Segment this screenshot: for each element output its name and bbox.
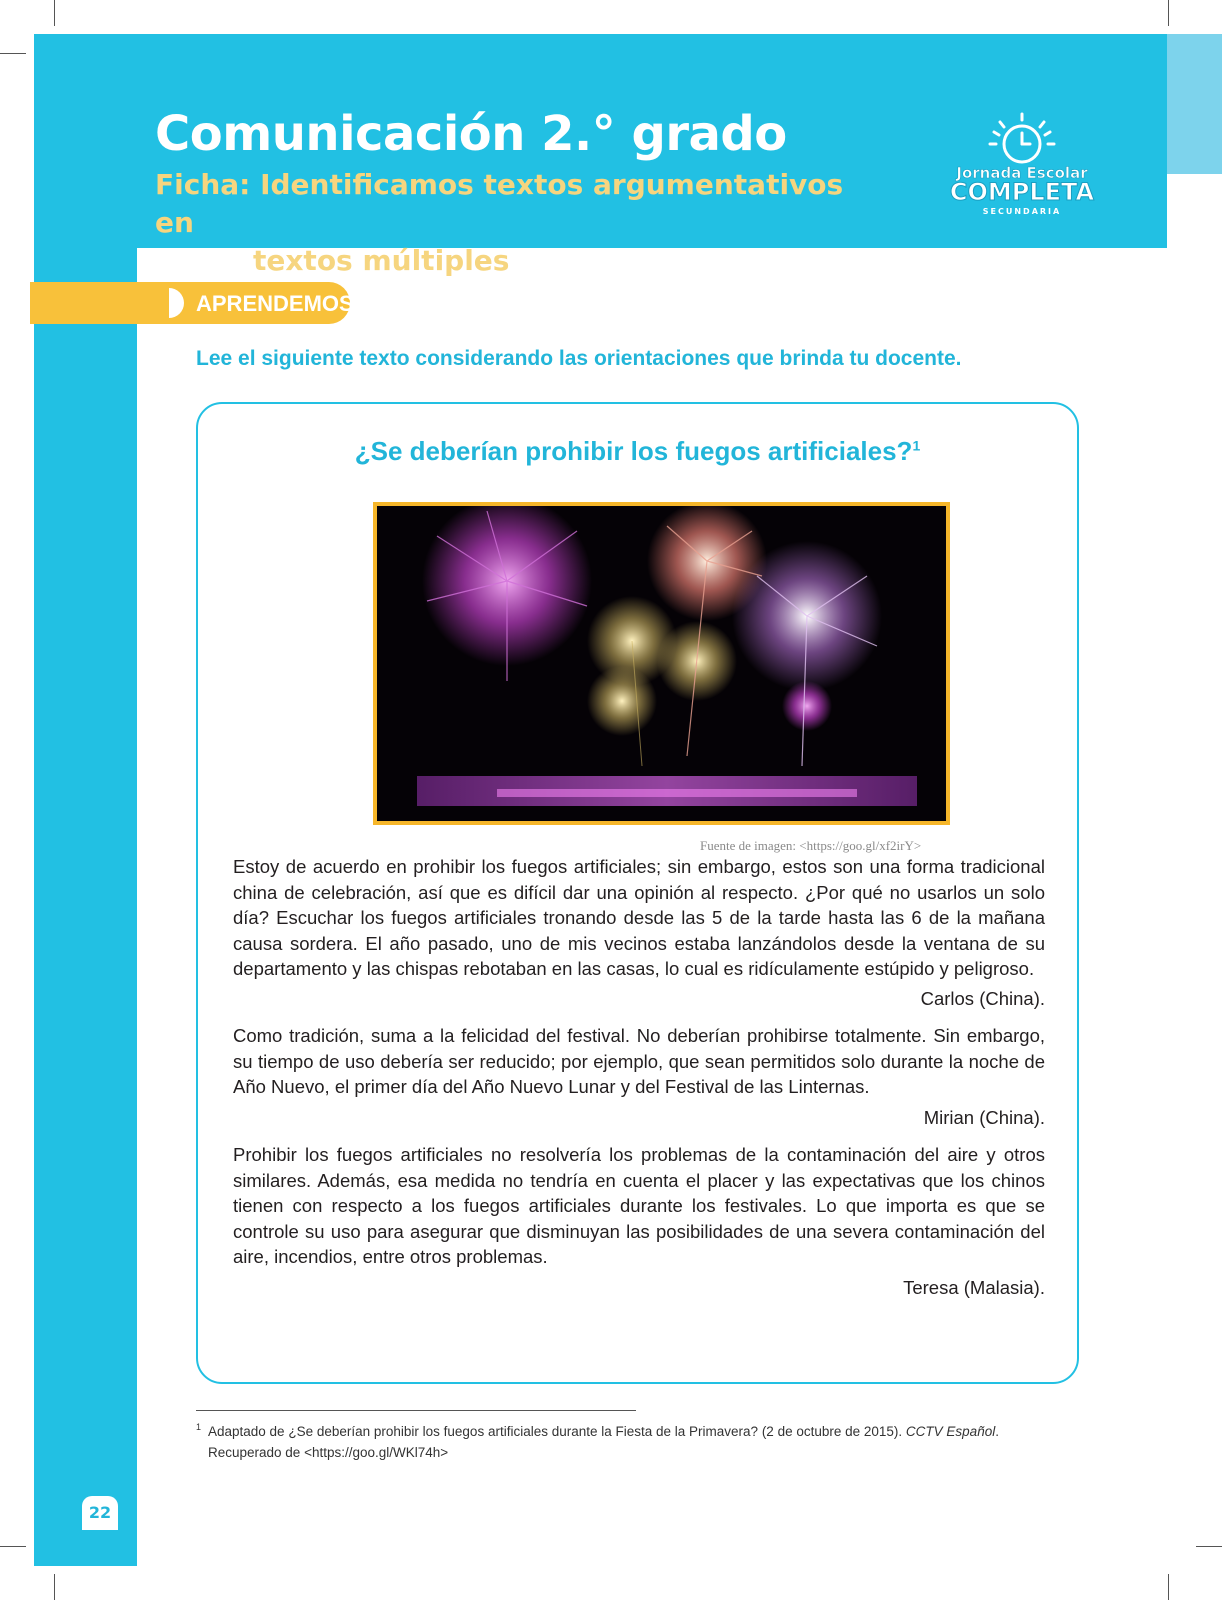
crop-mark bbox=[1168, 1574, 1169, 1600]
crop-mark bbox=[1196, 1546, 1222, 1547]
logo-line-3: SECUNDARIA bbox=[982, 207, 1062, 216]
crop-mark bbox=[1168, 0, 1169, 26]
article-title bbox=[196, 436, 1079, 467]
page-number: 22 bbox=[82, 1496, 118, 1530]
jornada-escolar-logo bbox=[942, 104, 1102, 222]
opinion-author-3: Teresa (Malasia). bbox=[903, 1277, 1045, 1298]
ficha-subtitle bbox=[155, 166, 875, 280]
footnote-number: 1 bbox=[196, 1422, 202, 1432]
instruction-text: Lee el siguiente texto considerando las orientaciones que brinda tu docente. bbox=[196, 347, 962, 370]
footnote-source: CCTV Español bbox=[905, 1424, 996, 1439]
side-tab bbox=[1167, 34, 1222, 174]
left-color-bar bbox=[34, 34, 137, 1566]
footnote-marker: 1 bbox=[912, 437, 921, 454]
footnote bbox=[196, 1421, 1066, 1463]
logo-line-2: COMPLETA bbox=[949, 178, 1095, 206]
clock-sun-icon bbox=[990, 114, 1054, 162]
footnote-text-after: . Recuperado de <https://goo.gl/WKl74h> bbox=[208, 1424, 999, 1460]
footnote-text-before: Adaptado de ¿Se deberían prohibir los fuegos artificiales durante la Fiesta de la Primavera? (2 de octubre de 2015). bbox=[208, 1424, 906, 1439]
ficha-line-1: Ficha: Identificamos textos argumentativos en bbox=[155, 168, 844, 239]
opinion-author-1: Carlos (China). bbox=[920, 988, 1045, 1009]
footnote-divider bbox=[196, 1410, 636, 1411]
opinion-text-1: Estoy de acuerdo en prohibir los fuegos artificiales; sin embargo, estos son una forma tradicional china de celebración, así que es difícil dar una opinión al respecto. ¿Por qué no usarlos un solo día? Escuchar los fuegos artificiales tronando desde las 5 de la tarde hasta las 6 de la mañana causa sordera. El año pasado, uno de mis vecinos estaba lanzándolos desde la ventana de su departamento y las chispas rebotaban en las casas, lo cual es ridículamente estúpido y peligroso. bbox=[233, 856, 1045, 979]
fireworks-image bbox=[377, 506, 946, 821]
tab-half-circle bbox=[154, 288, 184, 318]
crop-mark bbox=[0, 53, 26, 54]
ficha-line-2: textos múltiples bbox=[253, 244, 510, 277]
article-title-text: ¿Se deberían prohibir los fuegos artificiales? bbox=[354, 436, 913, 466]
footnote-body bbox=[196, 1421, 1066, 1463]
crop-mark bbox=[0, 1546, 26, 1547]
opinion-text-3: Prohibir los fuegos artificiales no resolvería los problemas de la contaminación del aire y otros similares. Además, esa medida no tendría en cuenta el placer y las expectativas que los chinos tienen con respecto a los fuegos artificiales durante los festivales. Lo que importa es que se controle su uso para asegurar que disminuyan las posibilidades de una severa contaminación del aire, incendios, entre otros problemas. bbox=[233, 1144, 1045, 1267]
crop-mark bbox=[54, 0, 55, 26]
opinion-author-2: Mirian (China). bbox=[923, 1107, 1045, 1128]
logo-line-1: Jornada Escolar bbox=[956, 164, 1088, 182]
opinion-text-2: Como tradición, suma a la felicidad del festival. No deberían prohibirse totalmente. Sin embargo, su tiempo de uso debería ser reducido; por ejemplo, que sean permitidos solo durante la noche de Año Nuevo, el primer día del Año Nuevo Lunar y del Festival de las Linternas. bbox=[233, 1025, 1045, 1097]
section-label: APRENDEMOS bbox=[196, 291, 354, 316]
page-title: Comunicación 2.° grado bbox=[155, 106, 787, 162]
fireworks-photo bbox=[373, 502, 950, 825]
image-source-caption: Fuente de imagen: <https://goo.gl/xf2irY> bbox=[700, 838, 922, 853]
crop-mark bbox=[54, 1574, 55, 1600]
section-tab bbox=[30, 282, 354, 324]
